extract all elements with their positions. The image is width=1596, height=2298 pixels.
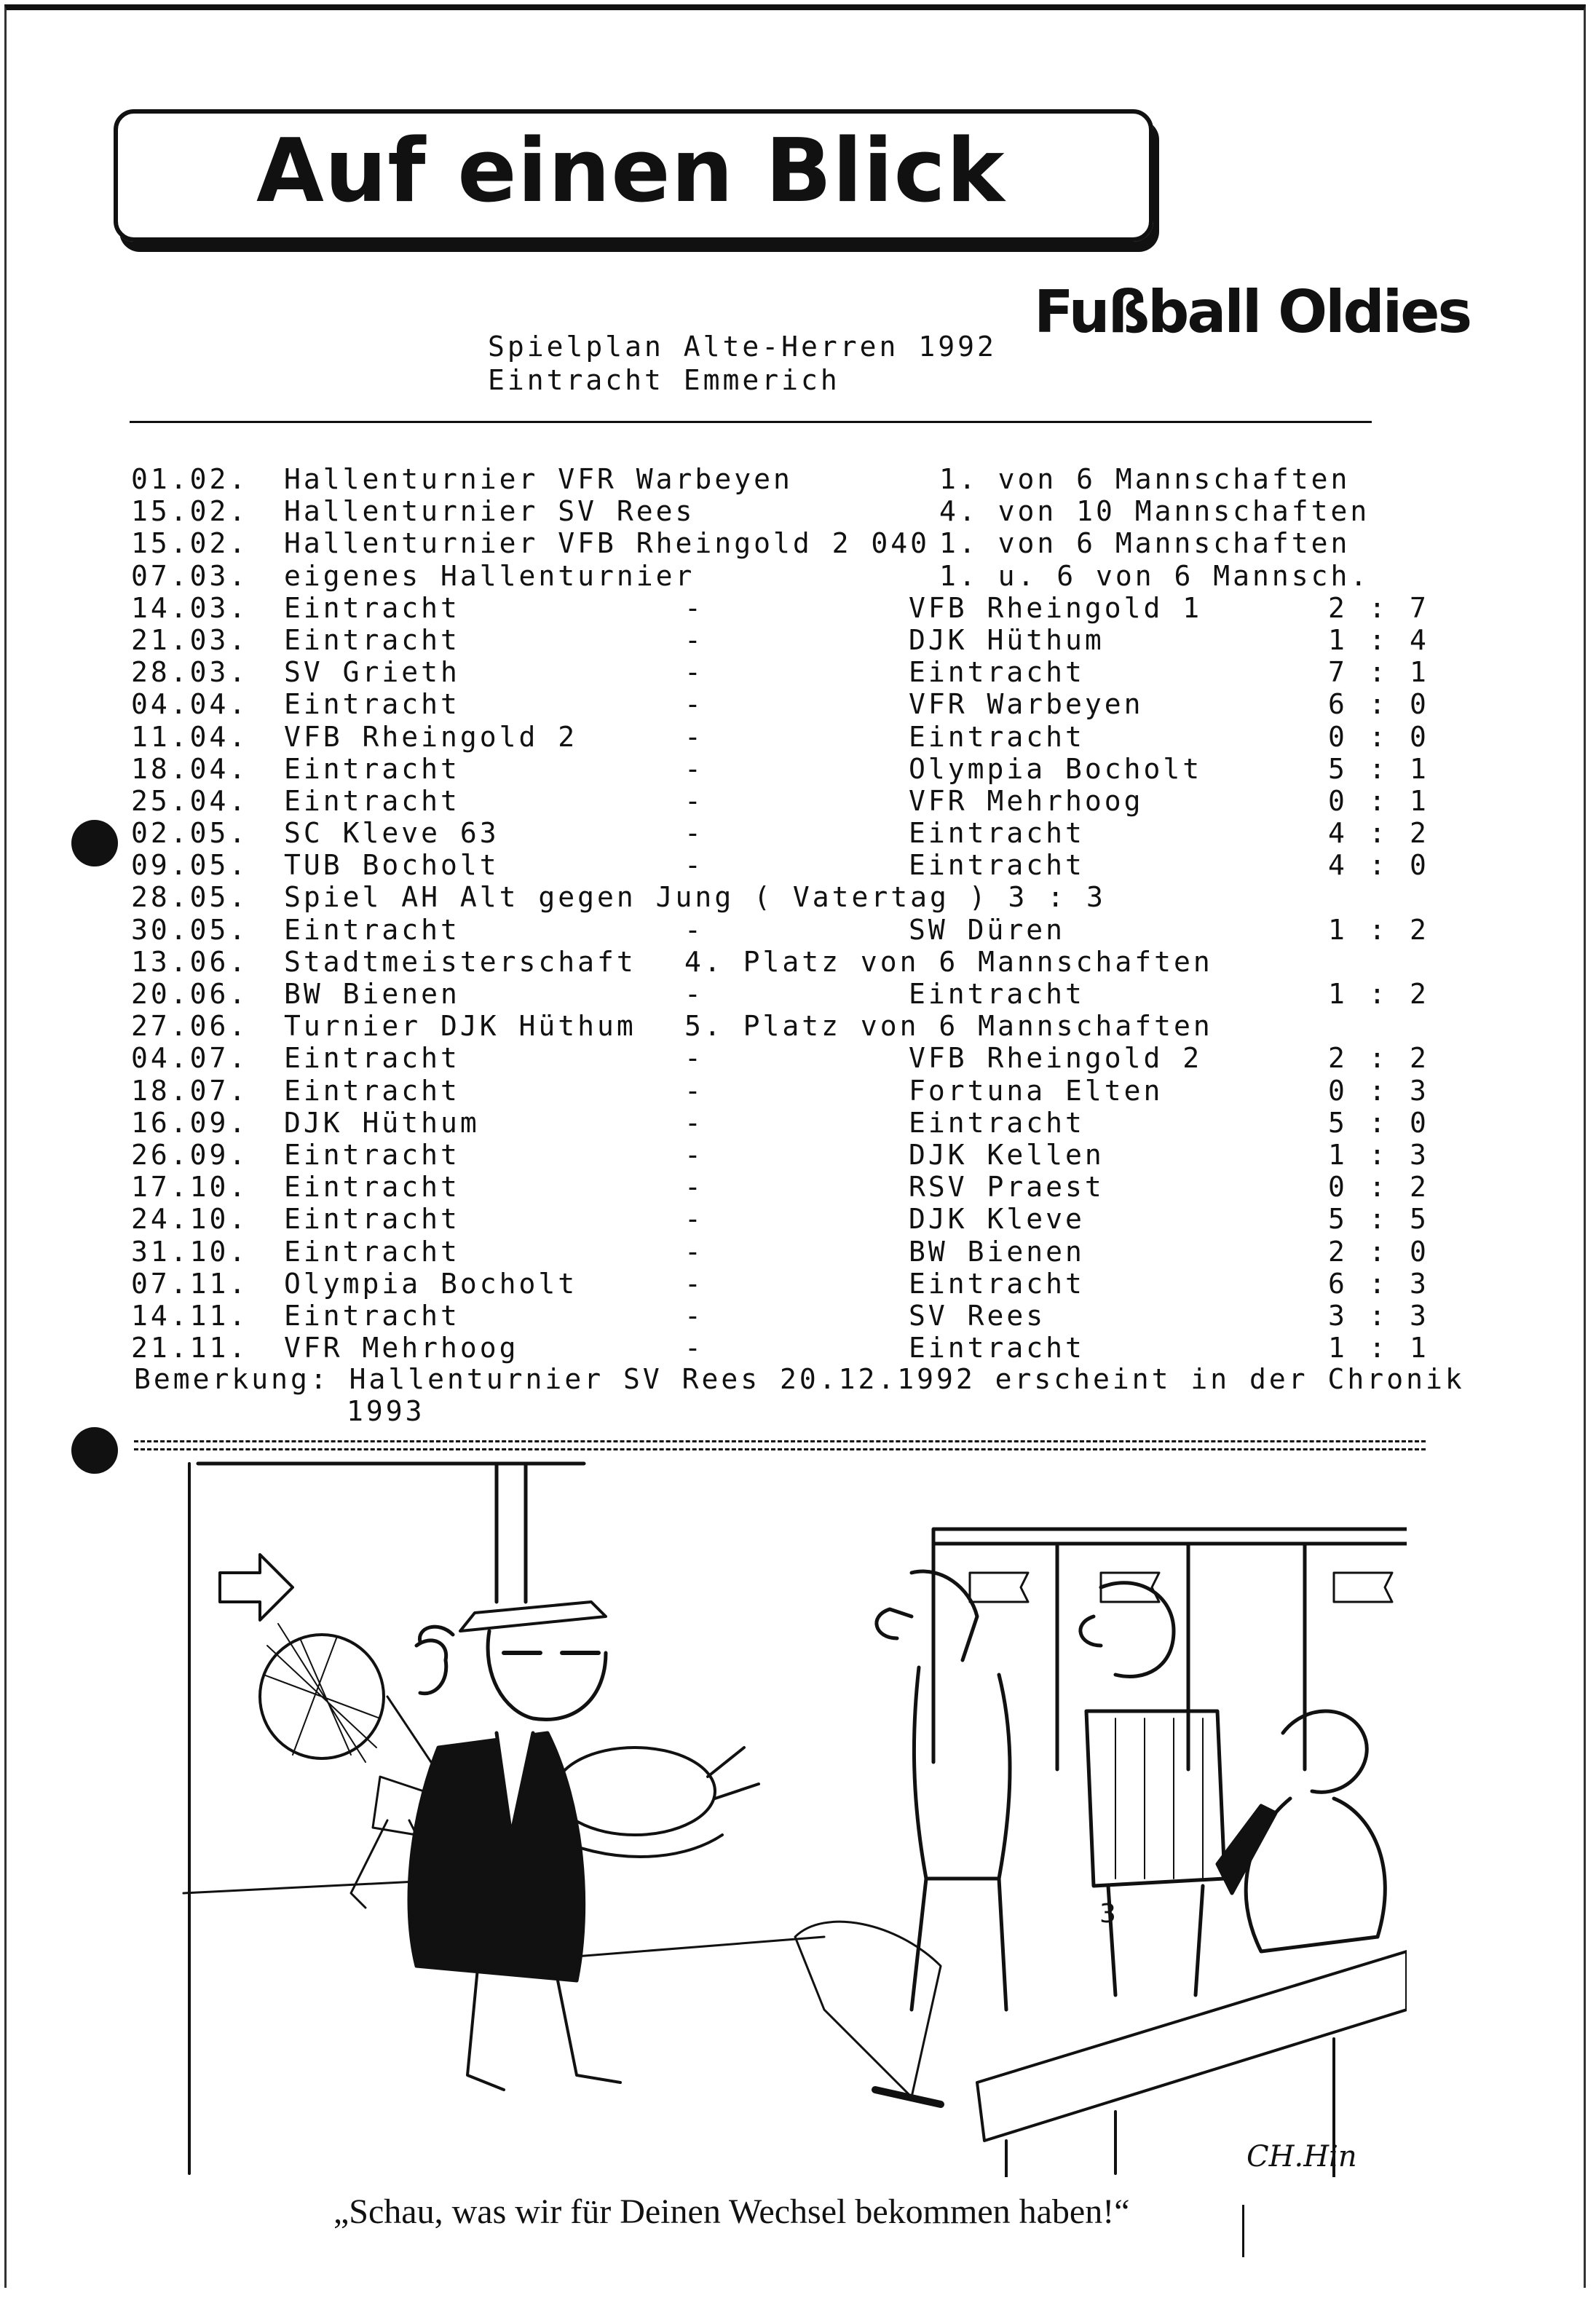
match-separator: - — [684, 688, 704, 721]
header-rule — [130, 421, 1372, 423]
score-away: 7 — [1410, 591, 1429, 624]
home-team: Eintracht — [284, 1042, 460, 1075]
tournament-name: Hallenturnier VFB Rheingold 2 040 — [284, 527, 930, 560]
row-date: 11.04. — [131, 720, 249, 753]
score-separator: : — [1369, 849, 1388, 882]
score-separator: : — [1369, 623, 1388, 656]
event-name: Turnier DJK Hüthum — [284, 1010, 636, 1043]
score-away: 1 — [1410, 784, 1429, 817]
score-separator: : — [1369, 1042, 1388, 1075]
row-date: 02.05. — [131, 817, 249, 850]
placement-row — [131, 1010, 1442, 1042]
match-row — [131, 1107, 1442, 1139]
schedule-list — [131, 463, 1442, 1364]
row-date: 16.09. — [131, 1106, 249, 1139]
jersey-number: 3 — [1099, 1899, 1116, 1929]
row-date: 26.09. — [131, 1138, 249, 1171]
home-team: Eintracht — [284, 688, 460, 721]
banner-title: Auf einen Blick — [256, 121, 1006, 222]
match-row — [131, 1075, 1442, 1107]
score-home: 1 — [1328, 1138, 1348, 1171]
match-separator: - — [684, 1074, 704, 1107]
away-team: Eintracht — [909, 720, 1085, 753]
match-separator: - — [684, 720, 704, 753]
match-separator: - — [684, 752, 704, 785]
match-separator: - — [684, 623, 704, 656]
tournament-result: 1. von 6 Mannschaften — [939, 463, 1351, 495]
home-team: Eintracht — [284, 1299, 460, 1332]
score-home: 1 — [1328, 623, 1348, 656]
score-away: 0 — [1410, 1235, 1429, 1268]
score-home: 6 — [1328, 1267, 1348, 1300]
row-date: 21.11. — [131, 1332, 249, 1365]
score-separator: : — [1369, 656, 1388, 689]
away-team: VFB Rheingold 1 — [909, 591, 1203, 624]
row-date: 14.03. — [131, 591, 249, 624]
away-team: Olympia Bocholt — [909, 752, 1203, 785]
row-date: 28.03. — [131, 656, 249, 689]
score-separator: : — [1369, 817, 1388, 850]
away-team: Eintracht — [909, 1106, 1085, 1139]
match-separator: - — [684, 1267, 704, 1300]
match-separator: - — [684, 784, 704, 817]
away-team: Eintracht — [909, 1332, 1085, 1365]
locker-room-cartoon — [169, 1456, 1407, 2177]
score-separator: : — [1369, 1299, 1388, 1332]
match-separator: - — [684, 1171, 704, 1204]
score-away: 2 — [1410, 1042, 1429, 1075]
match-separator: - — [684, 849, 704, 882]
score-home: 0 — [1328, 1171, 1348, 1204]
away-team: DJK Hüthum — [909, 623, 1105, 656]
home-team: Eintracht — [284, 591, 460, 624]
row-date: 28.05. — [131, 881, 249, 914]
header-banner — [114, 109, 1153, 242]
score-away: 5 — [1410, 1203, 1429, 1236]
score-separator: : — [1369, 688, 1388, 721]
row-date: 25.04. — [131, 784, 249, 817]
tournament-name: Hallenturnier VFR Warbeyen — [284, 463, 793, 495]
home-team: Eintracht — [284, 1074, 460, 1107]
match-row — [131, 753, 1442, 785]
row-date: 18.07. — [131, 1074, 249, 1107]
score-away: 0 — [1410, 849, 1429, 882]
row-date: 09.05. — [131, 849, 249, 882]
away-team: RSV Praest — [909, 1171, 1105, 1204]
score-home: 5 — [1328, 752, 1348, 785]
home-team: SC Kleve 63 — [284, 817, 499, 850]
punch-hole-bottom — [71, 1427, 118, 1474]
home-team: VFB Rheingold 2 — [284, 720, 578, 753]
score-away: 2 — [1410, 913, 1429, 946]
home-team: Eintracht — [284, 1138, 460, 1171]
tournament-result: 1. von 6 Mannschaften — [939, 527, 1351, 560]
match-row — [131, 1268, 1442, 1300]
score-home: 0 — [1328, 784, 1348, 817]
score-home: 5 — [1328, 1106, 1348, 1139]
tournament-result: 1. u. 6 von 6 Mannsch. — [939, 559, 1370, 592]
match-row — [131, 688, 1442, 720]
score-separator: : — [1369, 784, 1388, 817]
score-separator: : — [1369, 913, 1388, 946]
score-home: 1 — [1328, 1332, 1348, 1365]
home-team: Eintracht — [284, 1235, 460, 1268]
score-away: 3 — [1410, 1267, 1429, 1300]
away-team: VFB Rheingold 2 — [909, 1042, 1203, 1075]
row-date: 07.11. — [131, 1267, 249, 1300]
row-date: 01.02. — [131, 463, 249, 495]
score-separator: : — [1369, 1171, 1388, 1204]
score-home: 0 — [1328, 720, 1348, 753]
schedule-title: Spielplan Alte-Herren 1992 — [488, 331, 997, 363]
score-home: 5 — [1328, 1203, 1348, 1236]
home-team: Eintracht — [284, 784, 460, 817]
match-row — [131, 849, 1442, 881]
placement-text: 4. Platz von 6 Mannschaften — [684, 945, 1213, 978]
artist-signature: CH.Hin — [1247, 2140, 1357, 2173]
match-row — [131, 656, 1442, 688]
score-separator: : — [1369, 1106, 1388, 1139]
away-team: Eintracht — [909, 656, 1085, 689]
score-home: 1 — [1328, 978, 1348, 1010]
match-row — [131, 1042, 1442, 1074]
score-away: 1 — [1410, 656, 1429, 689]
match-separator: - — [684, 1042, 704, 1075]
home-team: Eintracht — [284, 752, 460, 785]
row-date: 07.03. — [131, 559, 249, 592]
row-date: 18.04. — [131, 752, 249, 785]
match-separator: - — [684, 1106, 704, 1139]
row-date: 20.06. — [131, 978, 249, 1010]
home-team: Eintracht — [284, 1171, 460, 1204]
score-separator: : — [1369, 1332, 1388, 1365]
away-team: Eintracht — [909, 817, 1085, 850]
score-separator: : — [1369, 1235, 1388, 1268]
tournament-name: Hallenturnier SV Rees — [284, 495, 695, 528]
tournament-row — [131, 463, 1442, 495]
home-team: VFR Mehrhoog — [284, 1332, 519, 1365]
cartoon-caption: „Schau, was wir für Deinen Wechsel bekommen haben!“ — [333, 2192, 1130, 2231]
away-team: DJK Kellen — [909, 1138, 1105, 1171]
score-separator: : — [1369, 1203, 1388, 1236]
placement-text: 5. Platz von 6 Mannschaften — [684, 1010, 1213, 1043]
match-separator: - — [684, 1138, 704, 1171]
row-date: 13.06. — [131, 945, 249, 978]
score-away: 0 — [1410, 720, 1429, 753]
row-date: 21.03. — [131, 623, 249, 656]
home-team: Eintracht — [284, 623, 460, 656]
event-name: Stadtmeisterschaft — [284, 945, 636, 978]
away-team: Eintracht — [909, 1267, 1085, 1300]
match-separator: - — [684, 1203, 704, 1236]
score-home: 4 — [1328, 849, 1348, 882]
score-away: 2 — [1410, 978, 1429, 1010]
section-title: Fußball Oldies — [1034, 278, 1471, 346]
row-date: 15.02. — [131, 495, 249, 528]
caption-rule — [1242, 2205, 1244, 2257]
tournament-row — [131, 527, 1442, 559]
score-away: 1 — [1410, 752, 1429, 785]
match-row — [131, 1236, 1442, 1268]
home-team: SV Grieth — [284, 656, 460, 689]
match-row — [131, 914, 1442, 946]
match-row — [131, 785, 1442, 817]
score-home: 2 — [1328, 591, 1348, 624]
row-date: 04.04. — [131, 688, 249, 721]
home-team: Olympia Bocholt — [284, 1267, 578, 1300]
tournament-row — [131, 560, 1442, 592]
home-team: BW Bienen — [284, 978, 460, 1010]
score-away: 3 — [1410, 1074, 1429, 1107]
away-team: Eintracht — [909, 849, 1085, 882]
score-away: 3 — [1410, 1138, 1429, 1171]
score-separator: : — [1369, 720, 1388, 753]
match-separator: - — [684, 1299, 704, 1332]
text-row — [131, 881, 1442, 913]
score-separator: : — [1369, 752, 1388, 785]
score-home: 0 — [1328, 1074, 1348, 1107]
score-away: 0 — [1410, 1106, 1429, 1139]
match-separator: - — [684, 591, 704, 624]
score-home: 6 — [1328, 688, 1348, 721]
away-team: VFR Warbeyen — [909, 688, 1144, 721]
match-row — [131, 817, 1442, 849]
row-date: 04.07. — [131, 1042, 249, 1075]
row-date: 31.10. — [131, 1235, 249, 1268]
away-team: BW Bienen — [909, 1235, 1085, 1268]
home-team: Eintracht — [284, 913, 460, 946]
home-team: DJK Hüthum — [284, 1106, 480, 1139]
row-date: 27.06. — [131, 1010, 249, 1043]
match-row — [131, 592, 1442, 624]
match-separator: - — [684, 1235, 704, 1268]
score-away: 2 — [1410, 817, 1429, 850]
score-home: 3 — [1328, 1299, 1348, 1332]
score-away: 4 — [1410, 623, 1429, 656]
score-home: 7 — [1328, 656, 1348, 689]
row-date: 17.10. — [131, 1171, 249, 1204]
score-separator: : — [1369, 591, 1388, 624]
match-separator: - — [684, 978, 704, 1010]
tournament-row — [131, 495, 1442, 527]
score-away: 2 — [1410, 1171, 1429, 1204]
away-team: DJK Kleve — [909, 1203, 1085, 1236]
match-separator: - — [684, 656, 704, 689]
match-row — [131, 1171, 1442, 1203]
home-team: Eintracht — [284, 1203, 460, 1236]
row-text: Spiel AH Alt gegen Jung ( Vatertag ) 3 : 3 — [284, 881, 1106, 914]
away-team: Fortuna Elten — [909, 1074, 1164, 1107]
away-team: Eintracht — [909, 978, 1085, 1010]
score-separator: : — [1369, 1074, 1388, 1107]
row-date: 14.11. — [131, 1299, 249, 1332]
away-team: VFR Mehrhoog — [909, 784, 1144, 817]
row-date: 24.10. — [131, 1203, 249, 1236]
row-date: 30.05. — [131, 913, 249, 946]
row-date: 15.02. — [131, 527, 249, 560]
tournament-result: 4. von 10 Mannschaften — [939, 495, 1370, 528]
score-separator: : — [1369, 1138, 1388, 1171]
match-row — [131, 1139, 1442, 1171]
score-away: 3 — [1410, 1299, 1429, 1332]
home-team: TUB Bocholt — [284, 849, 499, 882]
score-home: 2 — [1328, 1235, 1348, 1268]
score-separator: : — [1369, 978, 1388, 1010]
remark-text: Bemerkung: Hallenturnier SV Rees 20.12.1992 erscheint in der Chronik — [134, 1363, 1465, 1395]
score-separator: : — [1369, 1267, 1388, 1300]
score-away: 1 — [1410, 1332, 1429, 1365]
punch-hole-top — [71, 820, 118, 866]
match-row — [131, 1203, 1442, 1235]
double-rule — [134, 1440, 1426, 1450]
match-row — [131, 624, 1442, 656]
score-home: 4 — [1328, 817, 1348, 850]
match-row — [131, 978, 1442, 1010]
placement-row — [131, 946, 1442, 978]
match-row — [131, 1332, 1442, 1364]
match-separator: - — [684, 1332, 704, 1365]
remark-year: 1993 — [347, 1395, 425, 1427]
match-row — [131, 721, 1442, 753]
team-name: Eintracht Emmerich — [488, 364, 840, 396]
match-row — [131, 1300, 1442, 1332]
away-team: SV Rees — [909, 1299, 1046, 1332]
score-home: 2 — [1328, 1042, 1348, 1075]
match-separator: - — [684, 913, 704, 946]
score-away: 0 — [1410, 688, 1429, 721]
match-separator: - — [684, 817, 704, 850]
away-team: SW Düren — [909, 913, 1066, 946]
score-home: 1 — [1328, 913, 1348, 946]
tournament-name: eigenes Hallenturnier — [284, 559, 695, 592]
